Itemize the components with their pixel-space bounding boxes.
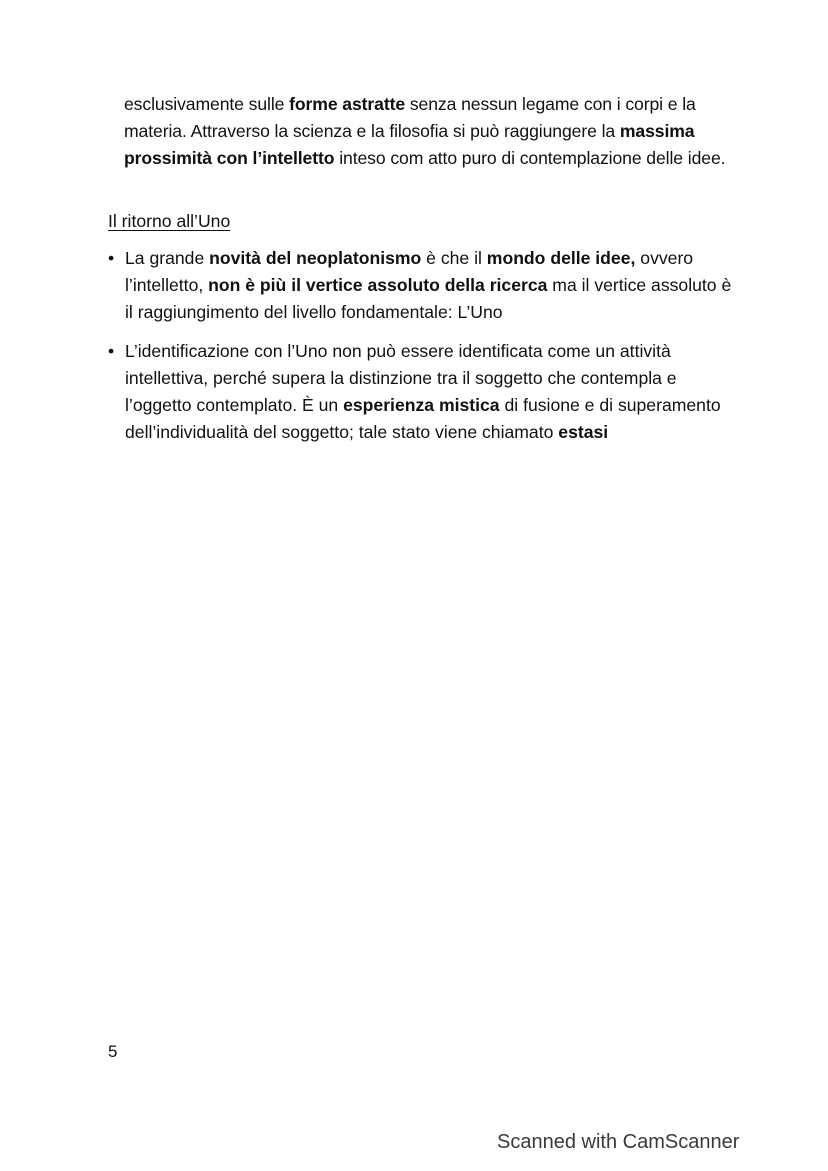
bullet-bold-text: esperienza mistica [343,395,500,415]
bullet-text-run: di fusione e di superamento dell’individualità del soggetto; tale stato viene chiamato [125,395,721,442]
intro-text: senza nessun legame con i corpi e la materia. Attraverso la scienza e la filosofia si può raggiungere la [124,94,696,141]
intro-bold-text: massima prossimità con l’intelletto [124,121,695,168]
scanner-watermark: Scanned with CamScanner [497,1131,740,1153]
bullet-text-run: è che il [421,248,487,268]
bullet-text-run: ovvero l’intelletto, [125,248,694,295]
section-heading: Il ritorno all’Uno [108,211,231,231]
intro-text: inteso com atto puro di contemplazione delle idee. [334,148,726,168]
bullet-text-run: ma il vertice assoluto è il raggiungimento del livello fondamentale: L’Uno [125,275,732,322]
bullet-item [108,338,734,446]
bullet-bold-text: novità del neoplatonismo [209,248,422,268]
page-number: 5 [108,1042,118,1061]
bullet-item [108,245,734,326]
intro-bold-text: forme astratte [289,94,406,114]
bullet-text [125,245,734,326]
bullet-marker: • [108,341,115,361]
bullet-text-run: La grande [125,248,210,268]
bullet-text [125,338,734,446]
bullet-bold-text: mondo delle idee, [486,248,636,268]
bullet-marker: • [108,248,115,268]
bullet-bold-text: estasi [558,422,609,442]
intro-text: esclusivamente sulle [124,94,290,114]
bullet-bold-text: non è più il vertice assoluto della ricerca [208,275,548,295]
intro-paragraph [124,91,734,172]
bullet-text-run: L’identificazione con l’Uno non può essere identificata come un attività intellettiva, perché supera la distinzione tra il soggetto che contempla e l’oggetto contemplato. È un [125,341,677,415]
